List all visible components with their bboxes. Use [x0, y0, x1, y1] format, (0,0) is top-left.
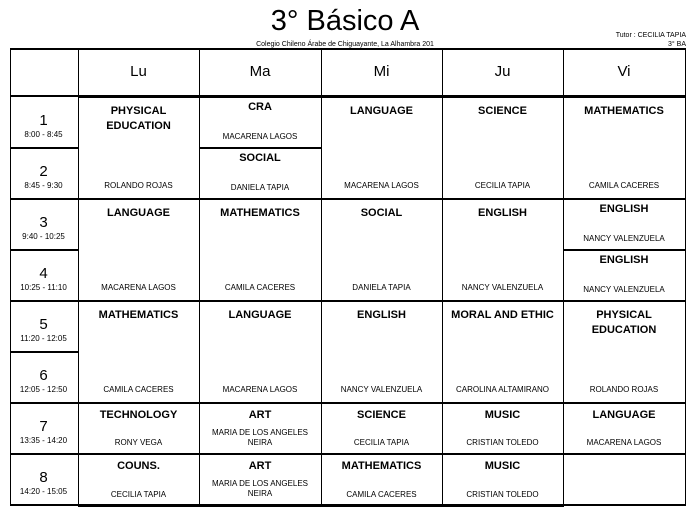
teacher-name: CECILIA TAPIA: [353, 438, 410, 447]
grid-line: [563, 48, 564, 505]
teacher-name: ROLANDO ROJAS: [104, 181, 173, 190]
grid-line: [10, 453, 79, 455]
grid-line: [78, 300, 200, 302]
period-number: 5: [39, 316, 48, 333]
grid-line: [199, 453, 322, 455]
subject-label: LANGUAGE: [228, 309, 292, 321]
grid-line: [442, 300, 564, 302]
teacher-name: CAMILA CACERES: [588, 181, 660, 190]
tutor-name: Tutor : CECILIA TAPIA: [615, 32, 686, 39]
period-time: 8:00 - 8:45: [24, 130, 63, 139]
course-code: 3° BA: [668, 41, 686, 48]
grid-line: [199, 402, 322, 404]
grid-line: [78, 48, 79, 505]
grid-line: [10, 147, 79, 149]
teacher-name: RONY VEGA: [114, 438, 163, 447]
grid-line: [442, 453, 564, 455]
grid-line: [10, 300, 79, 302]
subject-label: CRA: [248, 101, 272, 113]
grid-line: [563, 198, 686, 200]
subject-label: SOCIAL: [239, 152, 281, 164]
teacher-name: ROLANDO ROJAS: [589, 385, 659, 394]
day-header-ju: Ju: [494, 63, 511, 80]
period-time: 14:20 - 15:05: [19, 487, 68, 496]
grid-line: [78, 402, 200, 404]
teacher-name: MACARENA LAGOS: [586, 438, 662, 447]
grid-line: [442, 96, 564, 98]
grid-line: [563, 402, 686, 404]
subject-label: MATHEMATICS: [98, 309, 179, 321]
teacher-name: DANIELA TAPIA: [352, 283, 411, 292]
day-header-ma: Ma: [249, 63, 271, 80]
grid-line: [78, 198, 200, 200]
subject-label: ENGLISH: [599, 254, 649, 266]
subject-label: SCIENCE: [357, 409, 406, 421]
grid-line: [10, 351, 79, 353]
teacher-name: NANCY VALENZUELA: [461, 283, 544, 292]
period-number: 3: [39, 214, 48, 231]
period-number: 7: [39, 418, 48, 435]
teacher-name: CECILIA TAPIA: [474, 181, 531, 190]
teacher-name: MACARENA LAGOS: [222, 385, 298, 394]
grid-line: [321, 300, 443, 302]
grid-line: [321, 198, 443, 200]
grid-line: [685, 48, 686, 505]
grid-line: [321, 96, 443, 98]
day-header-mi: Mi: [373, 63, 390, 80]
teacher-name: NANCY VALENZUELA: [583, 234, 665, 243]
subject-label: TECHNOLOGY: [99, 409, 178, 421]
period-time: 13:35 - 14:20: [19, 436, 68, 445]
teacher-name: CAROLINA ALTAMIRANO: [455, 385, 550, 394]
subject-label: LANGUAGE: [592, 409, 656, 421]
grid-line: [321, 48, 322, 505]
subject-label: MORAL AND ETHIC: [451, 309, 554, 321]
period-number: 6: [39, 367, 48, 384]
grid-line: [321, 402, 443, 404]
grid-line: [199, 48, 200, 505]
teacher-name: CAMILA CACERES: [103, 385, 174, 394]
grid-line: [199, 147, 322, 149]
period-time: 9:40 - 10:25: [22, 232, 65, 241]
day-header-lu: Lu: [130, 63, 147, 80]
subject-label: MUSIC: [484, 409, 521, 421]
school-name: Colegio Chileno Árabe de Chiguayante, La Alhambra 201: [256, 41, 434, 48]
teacher-name: MACARENA LAGOS: [344, 181, 419, 190]
subject-label: SCIENCE: [478, 105, 527, 117]
teacher-name: NANCY VALENZUELA: [340, 385, 423, 394]
day-header-vi: Vi: [617, 63, 631, 80]
grid-line: [563, 300, 686, 302]
period-number: 8: [39, 469, 48, 486]
grid-line: [199, 300, 322, 302]
period-time: 10:25 - 11:10: [20, 283, 67, 292]
teacher-name: CAMILA CACERES: [224, 283, 296, 292]
teacher-name: MARIA DE LOS ANGELES NEIRA: [211, 479, 309, 498]
subject-label: SOCIAL: [360, 207, 403, 219]
subject-label: MATHEMATICS: [341, 460, 422, 472]
subject-label: ART: [248, 460, 272, 472]
grid-line: [442, 198, 564, 200]
teacher-name: MACARENA LAGOS: [222, 132, 298, 141]
subject-label: ENGLISH: [478, 207, 527, 219]
period-time: 12:05 - 12:50: [19, 385, 68, 394]
period-time: 11:20 - 12:05: [20, 334, 67, 343]
grid-line: [563, 96, 686, 98]
grid-line: [10, 198, 79, 200]
period-number: 4: [39, 265, 48, 282]
period-number: 1: [39, 112, 48, 129]
teacher-name: MACARENA LAGOS: [101, 283, 176, 292]
subject-label: LANGUAGE: [350, 105, 413, 117]
period-time: 8:45 - 9:30: [24, 181, 63, 190]
subject-label: LANGUAGE: [107, 207, 170, 219]
subject-label: PHYSICAL EDUCATION: [106, 105, 171, 132]
grid-line: [563, 249, 686, 251]
subject-label: MATHEMATICS: [584, 105, 664, 117]
grid-line: [78, 96, 200, 98]
teacher-name: CRISTIAN TOLEDO: [466, 490, 539, 499]
teacher-name: NANCY VALENZUELA: [583, 285, 665, 294]
grid-line: [321, 453, 443, 455]
subject-label: ENGLISH: [357, 309, 406, 321]
grid-line: [442, 48, 443, 505]
teacher-name: CECILIA TAPIA: [110, 490, 167, 499]
teacher-name: MARIA DE LOS ANGELES NEIRA: [211, 428, 309, 447]
tutor-info: [616, 31, 686, 49]
page-title: 3° Básico A: [270, 5, 420, 37]
period-number: 2: [39, 163, 48, 180]
teacher-name: CRISTIAN TOLEDO: [466, 438, 539, 447]
subject-label: ART: [248, 409, 272, 421]
subject-label: COUNS.: [117, 460, 160, 472]
grid-line: [78, 453, 200, 455]
grid-line: [10, 249, 79, 251]
grid-line: [199, 96, 322, 98]
grid-line: [10, 402, 79, 404]
subject-label: PHYSICAL EDUCATION: [591, 309, 657, 336]
teacher-name: DANIELA TAPIA: [230, 183, 290, 192]
grid-line: [563, 453, 686, 455]
subject-label: MATHEMATICS: [220, 207, 300, 219]
grid-line: [442, 402, 564, 404]
subject-label: MUSIC: [484, 460, 521, 472]
grid-line: [199, 198, 322, 200]
teacher-name: CAMILA CACERES: [346, 490, 417, 499]
subject-label: ENGLISH: [599, 203, 649, 215]
